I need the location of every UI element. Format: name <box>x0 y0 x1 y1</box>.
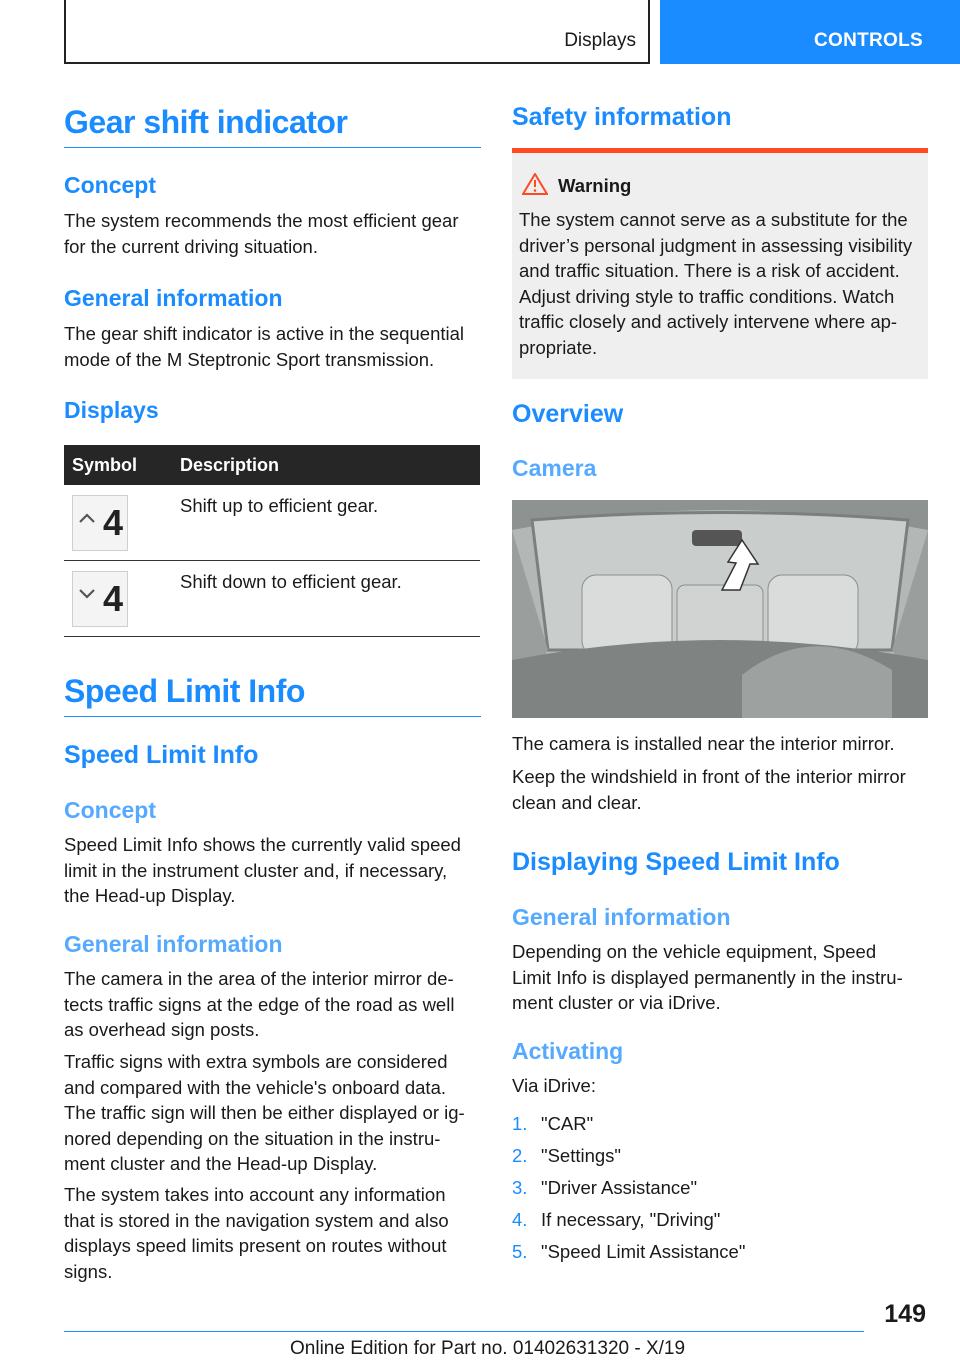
step-number: 2. <box>512 1145 528 1166</box>
heading-general-information: General information <box>64 285 283 311</box>
shift-down-gear-4-icon <box>72 571 128 627</box>
header-chapter-title: CONTROLS <box>814 30 924 51</box>
footer-edition-text: Online Edition for Part no. 01402631320 - X/19 <box>290 1338 686 1359</box>
heading-overview: Overview <box>512 400 624 428</box>
step-number: 5. <box>512 1241 528 1262</box>
heading-rule <box>64 147 481 148</box>
activating-paragraph: Via iDrive: <box>512 1075 596 1096</box>
camera-location-image <box>512 500 928 718</box>
heading-displaying-speed-limit-info: Displaying Speed Limit Info <box>512 848 840 876</box>
symbol-cell <box>64 561 172 637</box>
footer-rule <box>64 1331 864 1332</box>
chevron-up-icon <box>79 513 95 523</box>
heading-camera: Camera <box>512 455 597 481</box>
step-text: "Speed Limit Assistance" <box>541 1241 746 1262</box>
sli-general-paragraph-1: The camera in the area of the interior mirror de‐ tects traffic signs at the edge of the road as well as overhead sign posts. <box>64 968 455 1040</box>
table-header-row <box>64 445 480 485</box>
heading-safety-information: Safety information <box>512 103 732 131</box>
camera-paragraph-1: The camera is installed near the interior mirror. <box>512 733 895 754</box>
warning-triangle-icon <box>522 173 548 195</box>
description-cell: Shift up to efficient gear. <box>172 485 480 561</box>
heading-rule <box>64 716 481 717</box>
warning-text: The system cannot serve as a substitute for the driver’s personal judgment in assessing visibility and traffic situation. There is a risk of accident. Adjust driving style to traffic conditions. Watch traffic closely and actively intervene where ap‐ propriate. <box>519 209 913 358</box>
step-text: "Driver Assistance" <box>541 1177 698 1198</box>
symbol-cell <box>64 485 172 561</box>
shift-up-gear-4-icon <box>72 495 128 551</box>
camera-paragraph-2: Keep the windshield in front of the interior mirror clean and clear. <box>512 766 906 813</box>
running-header-chapter-tab <box>660 0 960 64</box>
car-interior-illustration <box>512 500 928 718</box>
general-information-paragraph: The gear shift indicator is active in the sequential mode of the M Steptronic Sport transmission. <box>64 323 465 370</box>
heading-concept: Concept <box>64 172 156 198</box>
sli-general-paragraph-3: The system takes into account any information that is stored in the navigation system and also displays speed limits present on routes without signs. <box>64 1184 449 1282</box>
heading-displays: Displays <box>64 397 159 423</box>
sli-concept-paragraph: Speed Limit Info shows the currently valid speed limit in the instrument cluster and, if necessary, the Head-up Display. <box>64 834 461 906</box>
step-text: "Settings" <box>541 1145 621 1166</box>
header-section-title: Displays <box>564 30 636 51</box>
symbol-gear-digit: 4 <box>102 502 123 543</box>
symbol-gear-digit: 4 <box>102 578 123 619</box>
table-row <box>64 561 480 637</box>
heading-displaying-general-information: General information <box>512 904 731 930</box>
table-row <box>64 485 480 561</box>
step-text: If necessary, "Driving" <box>541 1209 721 1230</box>
page-number: 149 <box>884 1300 926 1328</box>
heading-gear-shift-indicator: Gear shift indicator <box>64 104 348 140</box>
concept-paragraph: The system recommends the most efficient gear for the current driving situation. <box>64 210 459 257</box>
warning-box <box>512 148 928 379</box>
symbol-table <box>64 445 480 637</box>
table-header-symbol: Symbol <box>64 445 172 485</box>
heading-sli-concept: Concept <box>64 797 156 823</box>
heading-sli-general-information: General information <box>64 931 283 957</box>
displaying-general-paragraph: Depending on the vehicle equipment, Speed Limit Info is displayed permanently in the instru‐ ment cluster or via iDrive. <box>512 941 903 1013</box>
sli-general-paragraph-2: Traffic signs with extra symbols are considered and compared with the vehicle's onboard data. The traffic sign will then be either displayed or ig‐ nored depending on the situation in the instru‐ ment cluster and the Head-up Display. <box>64 1051 465 1174</box>
step-number: 1. <box>512 1113 528 1134</box>
step-number: 4. <box>512 1209 528 1230</box>
warning-title: Warning <box>558 175 632 196</box>
heading-speed-limit-info: Speed Limit Info <box>64 673 305 709</box>
table-header-description: Description <box>172 445 480 485</box>
subheading-speed-limit-info: Speed Limit Info <box>64 741 259 769</box>
running-header-section <box>64 0 650 64</box>
chevron-down-icon <box>79 589 95 599</box>
heading-activating: Activating <box>512 1038 624 1064</box>
step-number: 3. <box>512 1177 528 1198</box>
description-cell: Shift down to efficient gear. <box>172 561 480 637</box>
step-text: "CAR" <box>541 1113 594 1134</box>
